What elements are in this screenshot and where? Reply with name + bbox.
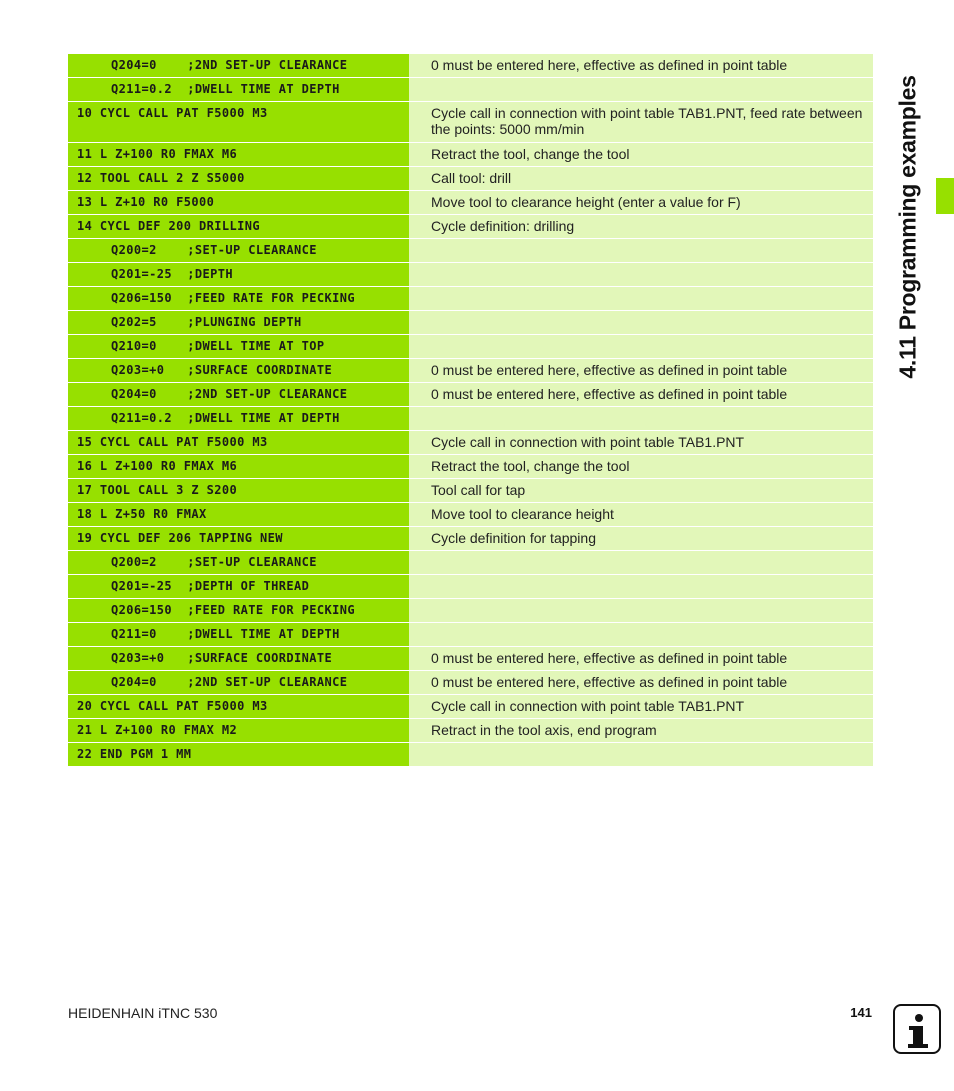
table-row [68,215,873,239]
footer-manual-name: HEIDENHAIN iTNC 530 [68,1005,218,1021]
nc-code-cell: Q210=0 ;DWELL TIME AT TOP [68,335,409,359]
description-cell: Cycle call in connection with point table TAB1.PNT, feed rate between the points: 5000 mm/min [409,102,873,143]
table-row [68,78,873,102]
table-row [68,719,873,743]
description-cell [409,287,873,311]
nc-code-cell: 20 CYCL CALL PAT F5000 M3 [68,695,409,719]
description-cell: Retract the tool, change the tool [409,143,873,167]
nc-code-cell: Q204=0 ;2ND SET-UP CLEARANCE [68,671,409,695]
table-row [68,647,873,671]
nc-code-cell: 22 END PGM 1 MM [68,743,409,767]
table-row [68,263,873,287]
table-row [68,551,873,575]
nc-code-cell: 18 L Z+50 R0 FMAX [68,503,409,527]
table-row [68,623,873,647]
description-cell [409,575,873,599]
description-cell: Move tool to clearance height (enter a value for F) [409,191,873,215]
nc-code-cell: Q211=0.2 ;DWELL TIME AT DEPTH [68,407,409,431]
table-row [68,743,873,767]
table-row [68,311,873,335]
description-cell: Retract in the tool axis, end program [409,719,873,743]
nc-code-cell: Q211=0 ;DWELL TIME AT DEPTH [68,623,409,647]
table-row [68,455,873,479]
nc-code-cell: 13 L Z+10 R0 F5000 [68,191,409,215]
description-cell: Call tool: drill [409,167,873,191]
description-cell: 0 must be entered here, effective as defined in point table [409,383,873,407]
nc-code-cell: Q201=-25 ;DEPTH [68,263,409,287]
description-cell: Retract the tool, change the tool [409,455,873,479]
nc-code-cell: 19 CYCL DEF 206 TAPPING NEW [68,527,409,551]
table-row [68,287,873,311]
nc-code-cell: 10 CYCL CALL PAT F5000 M3 [68,102,409,143]
nc-code-cell: Q204=0 ;2ND SET-UP CLEARANCE [68,54,409,78]
section-title-container [880,52,936,402]
table-row [68,671,873,695]
table-row [68,599,873,623]
table-row [68,575,873,599]
table-row [68,431,873,455]
nc-code-cell: 16 L Z+100 R0 FMAX M6 [68,455,409,479]
table-row [68,143,873,167]
nc-code-cell: Q204=0 ;2ND SET-UP CLEARANCE [68,383,409,407]
table-row [68,102,873,143]
description-cell: 0 must be entered here, effective as defined in point table [409,671,873,695]
nc-code-cell: Q201=-25 ;DEPTH OF THREAD [68,575,409,599]
description-cell [409,239,873,263]
description-cell [409,551,873,575]
description-cell: 0 must be entered here, effective as defined in point table [409,54,873,78]
description-cell: Move tool to clearance height [409,503,873,527]
program-listing-table [68,54,873,767]
table-row [68,383,873,407]
table-row [68,527,873,551]
table-row [68,407,873,431]
program-listing-body [68,54,873,767]
nc-code-cell: 15 CYCL CALL PAT F5000 M3 [68,431,409,455]
table-row [68,335,873,359]
description-cell: Cycle definition: drilling [409,215,873,239]
nc-code-cell: 12 TOOL CALL 2 Z S5000 [68,167,409,191]
description-cell: Cycle call in connection with point table TAB1.PNT [409,695,873,719]
nc-code-cell: Q200=2 ;SET-UP CLEARANCE [68,239,409,263]
description-cell [409,623,873,647]
nc-code-cell: Q200=2 ;SET-UP CLEARANCE [68,551,409,575]
table-row [68,503,873,527]
nc-code-cell: Q211=0.2 ;DWELL TIME AT DEPTH [68,78,409,102]
info-icon-foot [908,1044,928,1048]
nc-code-cell: 17 TOOL CALL 3 Z S200 [68,479,409,503]
description-cell [409,743,873,767]
description-cell [409,407,873,431]
table-row [68,239,873,263]
table-row [68,479,873,503]
table-row [68,191,873,215]
section-tab-marker [936,178,954,214]
description-cell [409,78,873,102]
description-cell: Tool call for tap [409,479,873,503]
description-cell [409,311,873,335]
description-cell: Cycle definition for tapping [409,527,873,551]
description-cell [409,335,873,359]
nc-code-cell: Q203=+0 ;SURFACE COORDINATE [68,359,409,383]
table-row [68,54,873,78]
info-icon-dot [915,1014,923,1022]
nc-code-cell: 21 L Z+100 R0 FMAX M2 [68,719,409,743]
nc-code-cell: 11 L Z+100 R0 FMAX M6 [68,143,409,167]
table-row [68,359,873,383]
section-title: 4.11 Programming examples [894,75,921,379]
nc-code-cell: 14 CYCL DEF 200 DRILLING [68,215,409,239]
description-cell [409,599,873,623]
info-icon [893,1004,941,1054]
description-cell [409,263,873,287]
table-row [68,167,873,191]
table-row [68,695,873,719]
nc-code-cell: Q206=150 ;FEED RATE FOR PECKING [68,287,409,311]
description-cell: Cycle call in connection with point table TAB1.PNT [409,431,873,455]
page-number: 141 [850,1005,872,1020]
description-cell: 0 must be entered here, effective as defined in point table [409,647,873,671]
description-cell: 0 must be entered here, effective as defined in point table [409,359,873,383]
nc-code-cell: Q202=5 ;PLUNGING DEPTH [68,311,409,335]
nc-code-cell: Q206=150 ;FEED RATE FOR PECKING [68,599,409,623]
nc-code-cell: Q203=+0 ;SURFACE COORDINATE [68,647,409,671]
